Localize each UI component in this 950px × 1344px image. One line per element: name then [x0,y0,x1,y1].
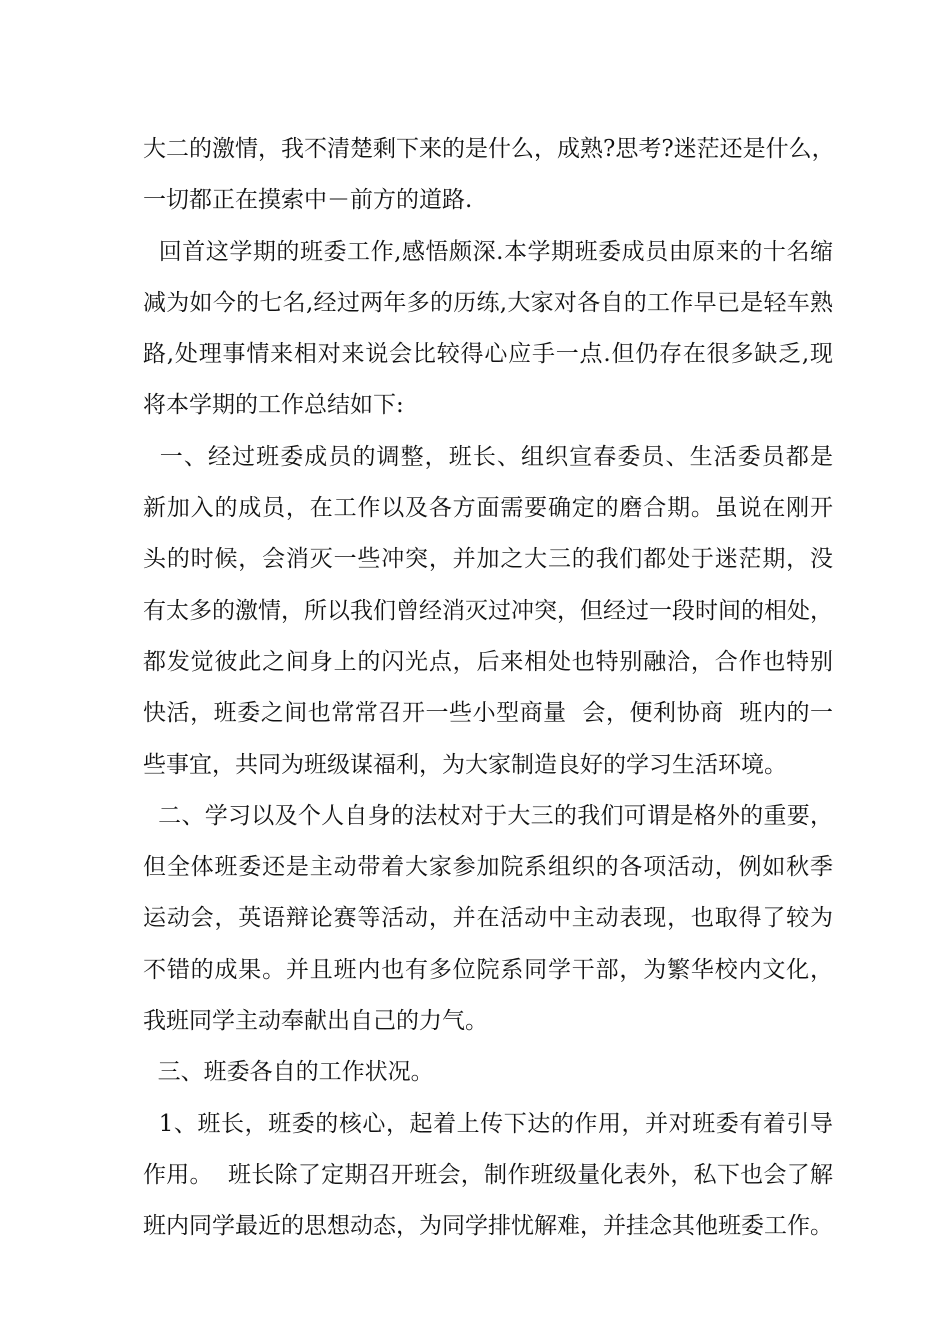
text-line: 不错的成果。并且班内也有多位院系同学干部，为繁华校内文化， [143,956,833,983]
text-line: 快活，班委之间也常常召开一些小型商量 会，便利协商 班内的一 [143,700,833,727]
text-line: 大二的激情，我不清楚剩下来的是什么，成熟?思考?迷茫还是什么， [143,136,835,162]
text-line: 路,处理事情来相对来说会比较得心应手一点.但仍存在很多缺乏,现 [143,341,833,368]
text-line: 一切都正在摸索中－前方的道路. [143,187,473,214]
text-line: 些事宜，共同为班级谋福利，为大家制造良好的学习生活环境。 [143,751,787,778]
document-body [143,124,833,1253]
text-line: 但全体班委还是主动带着大家参加院系组织的各项活动，例如秋季 [143,854,833,881]
text-line: 我班同学主动奉献出自己的力气。 [143,1008,488,1035]
text-line: 有太多的激情，所以我们曾经消灭过冲突，但经过一段时间的相处， [143,597,833,624]
text-line: 回首这学期的班委工作,感悟颇深.本学期班委成员由原来的十名缩 [143,238,833,265]
text-line: 减为如今的七名,经过两年多的历练,大家对各自的工作早已是轻车熟 [143,289,833,316]
text-line: 将本学期的工作总结如下: [143,392,404,419]
text-line: 班内同学最近的思想动态，为同学排忧解难，并挂念其他班委工作。 [143,1213,833,1240]
text-line: 三、班委各自的工作状况。 [143,1059,434,1086]
text-line: 二、学习以及个人自身的法杖对于大三的我们可谓是格外的重要， [143,802,833,829]
text-line: 作用。 班长除了定期召开班会，制作班级量化表外，私下也会了解 [143,1161,833,1188]
text-line: 运动会，英语辩论赛等活动，并在活动中主动表现，也取得了较为 [143,905,833,932]
text-line: 都发觉彼此之间身上的闪光点，后来相处也特别融洽，合作也特别 [143,648,833,675]
text-line: 头的时候，会消灭一些冲突，并加之大三的我们都处于迷茫期，没 [143,546,833,573]
text-line: 新加入的成员，在工作以及各方面需要确定的磨合期。虽说在刚开 [143,495,833,522]
text-line: 一、经过班委成员的调整，班长、组织宣春委员、生活委员都是 [143,443,833,470]
text-line: 1、班长，班委的核心，起着上传下达的作用，并对班委有着引导 [143,1110,833,1137]
